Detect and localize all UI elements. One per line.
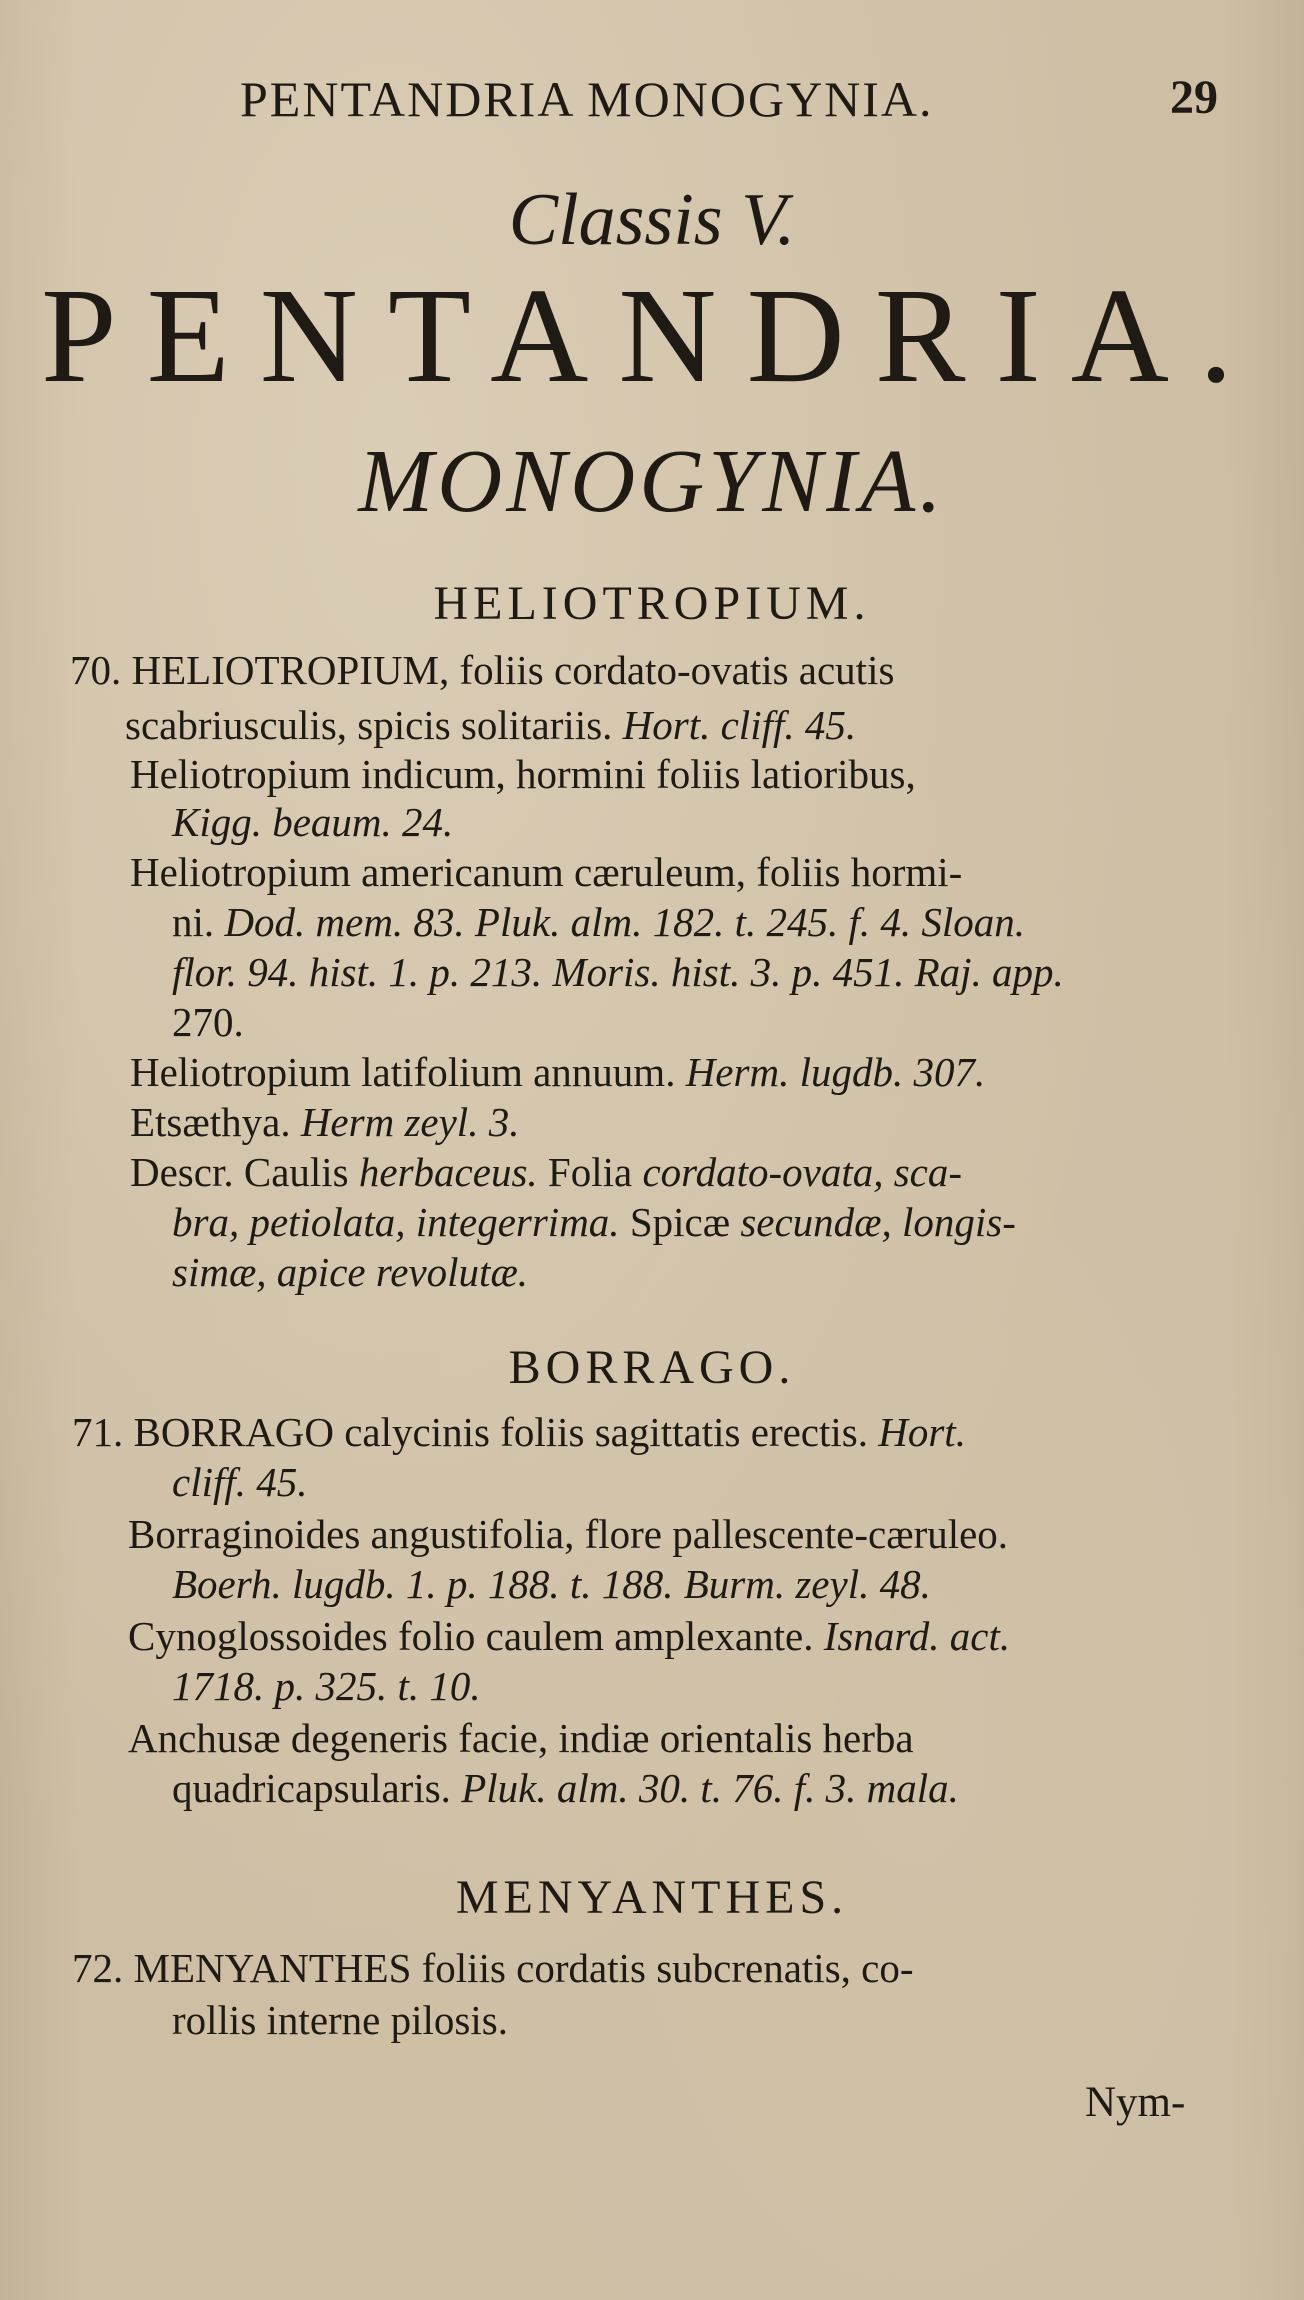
description-line bbox=[130, 1150, 962, 1195]
synonym-reference bbox=[172, 1000, 244, 1045]
entry-text: Spicæ bbox=[629, 1199, 741, 1245]
entry-text: Heliotropium latifolium annuum. bbox=[130, 1049, 686, 1095]
entry-text: scabriusculis, spicis solitariis. bbox=[125, 702, 623, 748]
entry-text: Heliotropium indicum, hormini foliis latioribus, bbox=[130, 751, 916, 797]
page-number: 29 bbox=[1170, 71, 1218, 124]
species-entry-72 bbox=[72, 1946, 914, 1991]
genus-heading-menyanthes: MENYANTHES. bbox=[455, 1871, 849, 1924]
synonym-line bbox=[128, 1614, 1010, 1659]
entry-reference: Herm. lugdb. 307. bbox=[685, 1049, 986, 1095]
entry-reference: cliff. 45. bbox=[172, 1459, 308, 1505]
entry-reference: Dod. mem. 83. Pluk. alm. 182. t. 245. f. 4. Sloan. bbox=[224, 899, 1025, 945]
entry-reference: Herm zeyl. 3. bbox=[300, 1099, 520, 1145]
entry-reference: Boerh. lugdb. 1. p. 188. t. 188. Burm. zeyl. 48. bbox=[172, 1561, 931, 1607]
entry-reference: Pluk. alm. 30. t. 76. f. 3. mala. bbox=[461, 1765, 959, 1811]
entry-text: Etsæthya. bbox=[130, 1099, 301, 1145]
running-head: PENTANDRIA MONOGYNIA. bbox=[240, 71, 934, 127]
synonym-line bbox=[128, 1716, 914, 1761]
entry-reference: Kigg. beaum. 24. bbox=[172, 799, 454, 845]
entry-text: Heliotropium americanum cæruleum, foliis hormi- bbox=[130, 849, 963, 895]
entry-reference: Hort. cliff. 45. bbox=[622, 702, 857, 748]
entry-text: Anchusæ degeneris facie, indiæ orientalis herba bbox=[128, 1715, 914, 1761]
entry-text: 71. BORRAGO calycinis foliis sagittatis erectis. bbox=[72, 1409, 879, 1455]
species-entry-70 bbox=[70, 648, 894, 693]
genus-heading-heliotropium: HELIOTROPIUM. bbox=[433, 577, 871, 630]
genus-heading-borrago: BORRAGO. bbox=[508, 1341, 796, 1394]
entry-reference: 1718. p. 325. t. 10. bbox=[172, 1663, 481, 1709]
synonym-reference bbox=[172, 1562, 931, 1607]
order-title: MONOGYNIA. bbox=[358, 432, 946, 531]
entry-italic: herbaceus. bbox=[358, 1149, 548, 1195]
entry-italic: secundæ, longis- bbox=[740, 1199, 1016, 1245]
entry-text: quadricapsularis. bbox=[172, 1765, 462, 1811]
synonym-reference bbox=[172, 950, 1064, 995]
synonym-reference bbox=[172, 800, 453, 845]
entry-text: 72. MENYANTHES foliis cordatis subcrenatis, co- bbox=[72, 1945, 914, 1991]
class-label: Classis V. bbox=[508, 179, 796, 261]
entry-line bbox=[125, 703, 856, 748]
entry-reference: flor. 94. hist. 1. p. 213. Moris. hist. 3. p. 451. Raj. app. bbox=[172, 949, 1064, 995]
description-line bbox=[172, 1200, 1016, 1245]
entry-italic: bra, petiolata, integerrima. bbox=[172, 1199, 630, 1245]
synonym-line bbox=[130, 1050, 985, 1095]
entry-text: 70. HELIOTROPIUM, foliis cordato-ovatis acutis bbox=[70, 647, 895, 693]
synonym-line bbox=[128, 1512, 1008, 1557]
synonym-reference bbox=[172, 1664, 481, 1709]
synonym-line bbox=[130, 850, 962, 895]
entry-reference-line bbox=[172, 1460, 308, 1505]
entry-text: Folia bbox=[547, 1149, 643, 1195]
entry-reference: Isnard. act. bbox=[823, 1613, 1011, 1659]
synonym-continuation bbox=[172, 900, 1025, 945]
entry-reference: 270. bbox=[172, 999, 244, 1045]
entry-reference: Hort. bbox=[878, 1409, 966, 1455]
entry-text: Cynoglossoides folio caulem amplexante. bbox=[128, 1613, 824, 1659]
class-title: PENTANDRIA. bbox=[41, 261, 1263, 411]
entry-line bbox=[172, 1998, 508, 2043]
synonym-line bbox=[130, 752, 916, 797]
species-entry-71 bbox=[72, 1410, 966, 1455]
catchword: Nym- bbox=[1085, 2079, 1186, 2126]
entry-text: ni. bbox=[172, 899, 225, 945]
entry-italic: cordato-ovata, sca- bbox=[642, 1149, 963, 1195]
entry-text: Borraginoides angustifolia, flore pallescente-cæruleo. bbox=[128, 1511, 1009, 1557]
description-line bbox=[172, 1250, 528, 1295]
entry-text: rollis interne pilosis. bbox=[172, 1997, 508, 2043]
synonym-continuation bbox=[172, 1766, 959, 1811]
entry-italic: simæ, apice revolutæ. bbox=[172, 1249, 529, 1295]
entry-text: Descr. Caulis bbox=[130, 1149, 359, 1195]
synonym-line bbox=[130, 1100, 519, 1145]
